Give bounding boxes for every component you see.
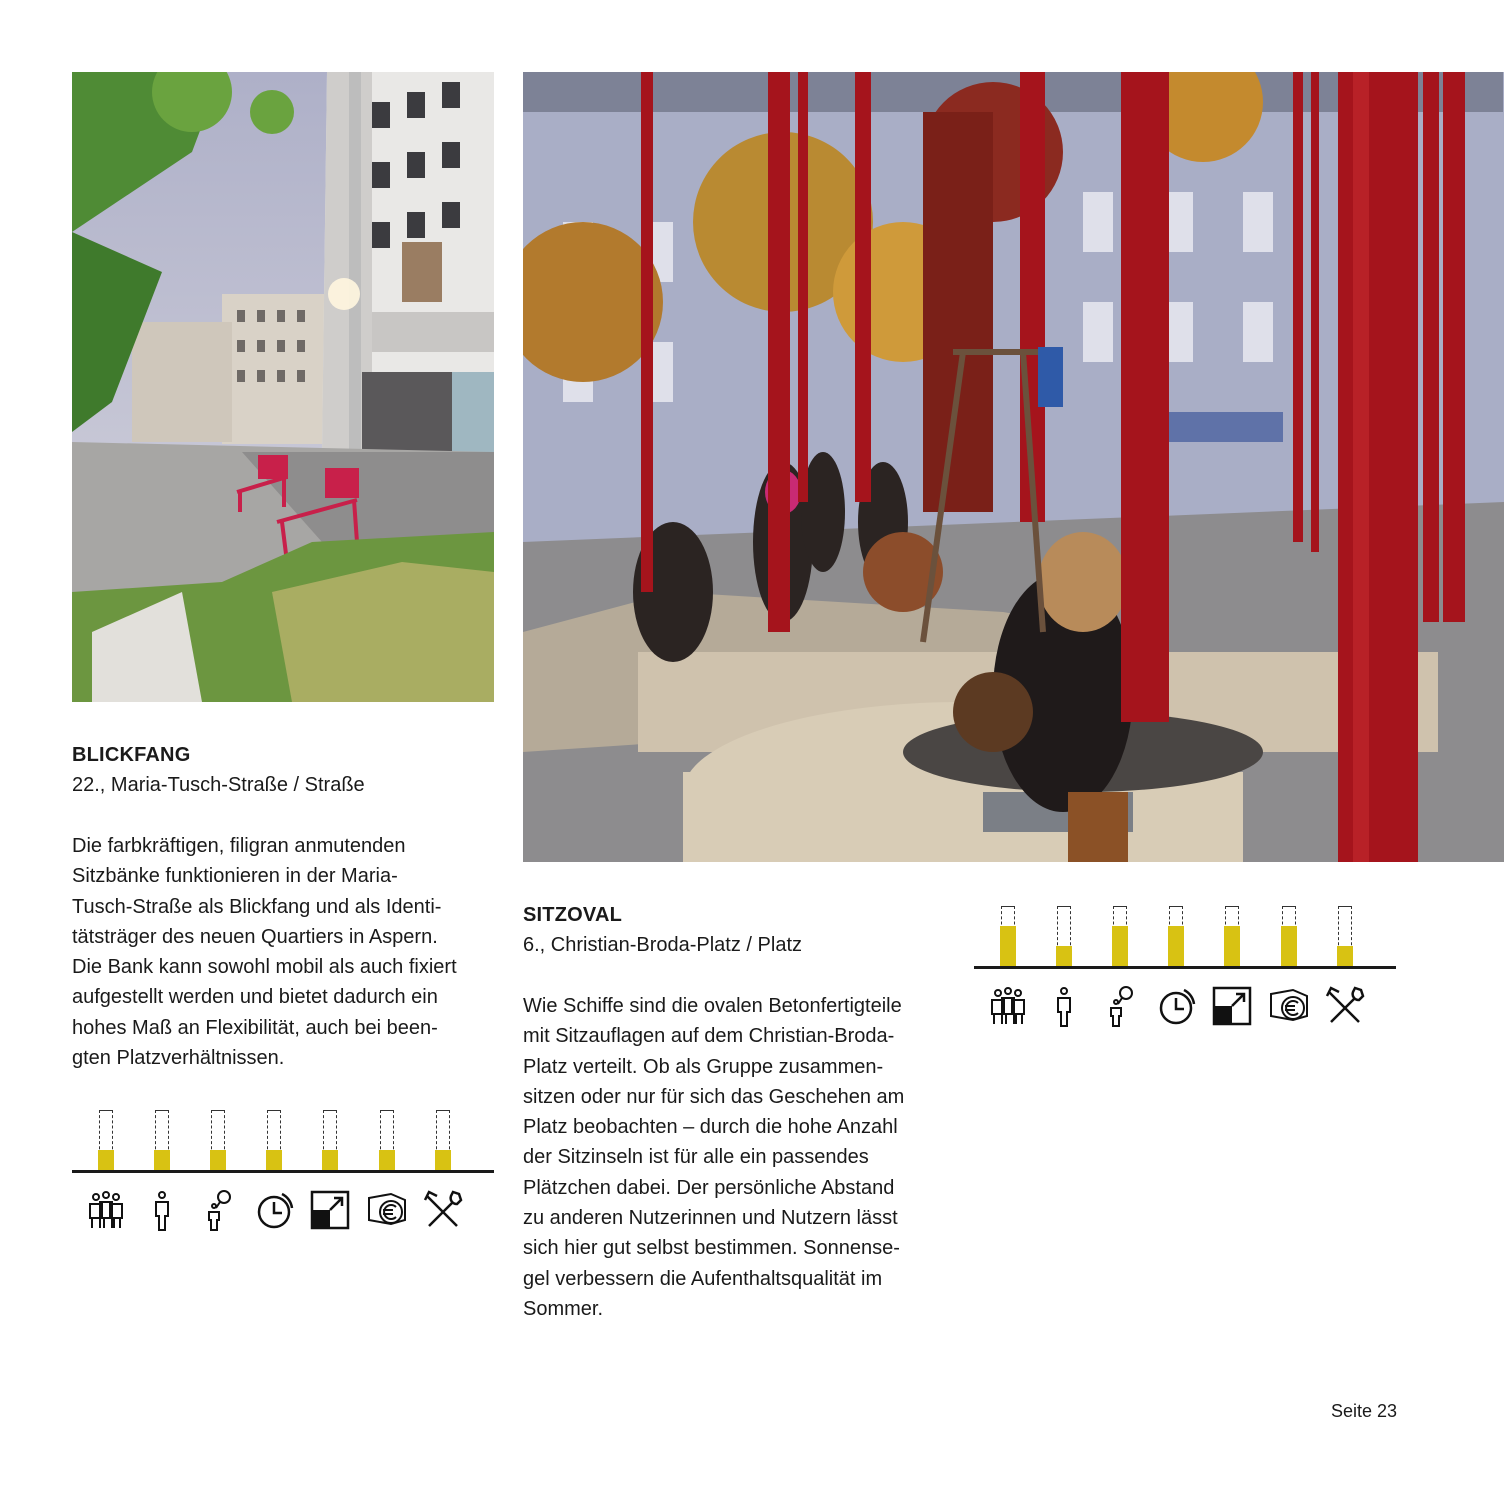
group-icon bbox=[986, 984, 1030, 1028]
photo-street-benches bbox=[72, 72, 494, 702]
cost-icon bbox=[1267, 984, 1311, 1028]
rating-bar-fill bbox=[98, 1150, 114, 1170]
person-icon bbox=[140, 1188, 184, 1232]
resize-icon bbox=[308, 1188, 352, 1232]
rating-bar-fill bbox=[379, 1150, 395, 1170]
rating-bar bbox=[379, 1108, 397, 1170]
rating-bar bbox=[1337, 904, 1355, 966]
rating-bar bbox=[322, 1108, 340, 1170]
person-search-icon bbox=[196, 1188, 240, 1232]
article-body: Die farbkräftigen, filigran anmutenden Sitzbänke funktionieren in der Maria- Tusch-Straße als Blickfang und als Identi- tätsträger des neuen Quartiers in Aspern. Die Bank kann sowohl mobil als auch fixiert aufgestellt werden und bietet dadurch ein hohes Maß an Flexibilität, auch bei been- gten Platzverhältnissen. bbox=[72, 835, 457, 1070]
article-location: 6., Christian-Broda-Platz / Platz bbox=[523, 934, 802, 956]
group-icon bbox=[84, 1188, 128, 1232]
rating-bar bbox=[210, 1108, 228, 1170]
rating-bar-fill bbox=[1168, 926, 1184, 966]
cost-icon bbox=[365, 1188, 409, 1232]
rating-bar-fill bbox=[1224, 926, 1240, 966]
person-search-icon bbox=[1098, 984, 1142, 1028]
tools-icon bbox=[1323, 984, 1367, 1028]
rating-bar bbox=[1112, 904, 1130, 966]
article-title: SITZOVAL bbox=[523, 904, 623, 926]
rating-bar-fill bbox=[154, 1150, 170, 1170]
clock-icon bbox=[252, 1188, 296, 1232]
rating-bar-fill bbox=[435, 1150, 451, 1170]
rating-bar-fill bbox=[1056, 946, 1072, 966]
clock-icon bbox=[1154, 984, 1198, 1028]
rating-strip bbox=[72, 1108, 494, 1236]
rating-strip bbox=[974, 904, 1396, 1032]
rating-bar-fill bbox=[266, 1150, 282, 1170]
rating-bar-fill bbox=[322, 1150, 338, 1170]
rating-bar bbox=[1056, 904, 1074, 966]
page-number: Seite 23 bbox=[1331, 1401, 1398, 1421]
rating-bar-fill bbox=[1112, 926, 1128, 966]
person-icon bbox=[1042, 984, 1086, 1028]
rating-bar-fill bbox=[1281, 926, 1297, 966]
rating-baseline bbox=[974, 966, 1396, 969]
rating-bar-fill bbox=[1000, 926, 1016, 966]
article-title: BLICKFANG bbox=[72, 744, 191, 766]
rating-bar bbox=[98, 1108, 116, 1170]
article-location: 22., Maria-Tusch-Straße / Straße bbox=[72, 774, 365, 796]
rating-bar-fill bbox=[1337, 946, 1353, 966]
rating-bar bbox=[435, 1108, 453, 1170]
resize-icon bbox=[1210, 984, 1254, 1028]
rating-bar bbox=[154, 1108, 172, 1170]
article-body: Wie Schiffe sind die ovalen Betonfertigteile mit Sitzauflagen auf dem Christian-Broda- Platz verteilt. Ob als Gruppe zusammen- sitzen oder nur für sich das Geschehen am Platz beobachten – durch die hohe Anzahl der Sitzinseln ist für alle ein passendes Plätzchen dabei. Der persönliche Abstand zu anderen Nutzerinnen und Nutzern lässt sich hier gut selbst bestimmen. Sonnense- gel verbessern die Aufenthaltsqualität im Sommer. bbox=[523, 995, 905, 1320]
rating-bar bbox=[266, 1108, 284, 1170]
photo-plaza-oval-seats bbox=[523, 72, 1504, 862]
rating-bar bbox=[1281, 904, 1299, 966]
rating-bar bbox=[1168, 904, 1186, 966]
rating-bar bbox=[1000, 904, 1018, 966]
rating-baseline bbox=[72, 1170, 494, 1173]
tools-icon bbox=[421, 1188, 465, 1232]
rating-bar-fill bbox=[210, 1150, 226, 1170]
rating-bar bbox=[1224, 904, 1242, 966]
